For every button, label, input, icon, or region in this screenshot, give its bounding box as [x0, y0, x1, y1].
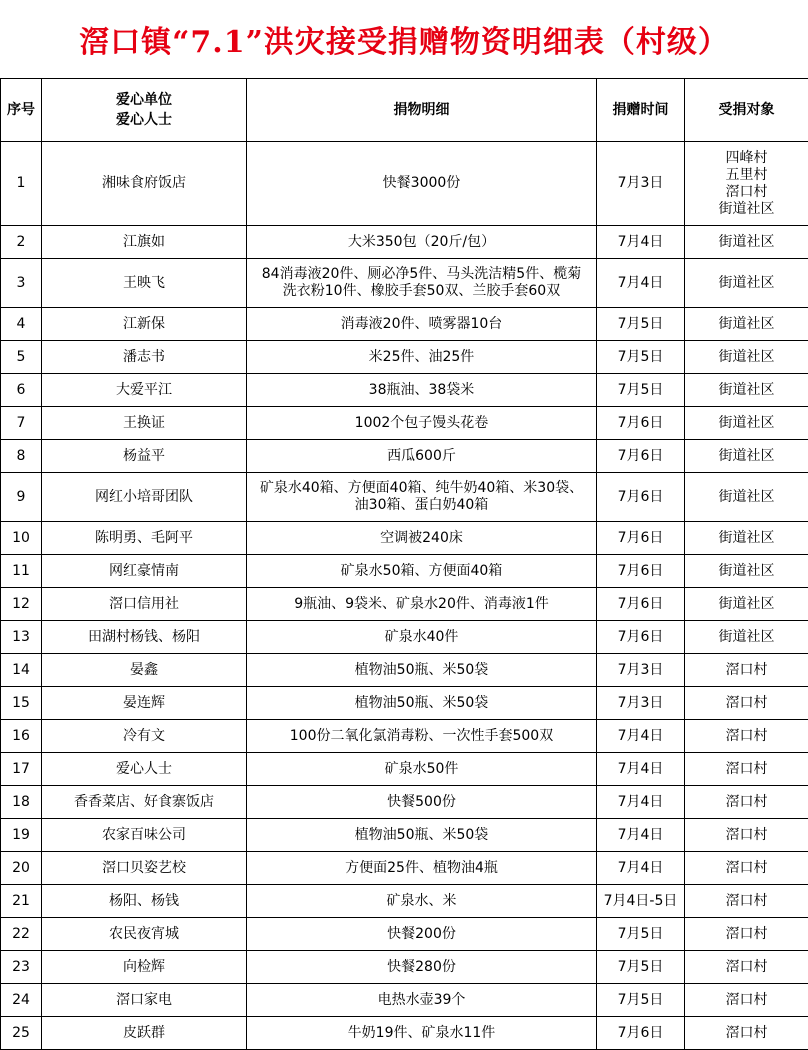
cell-donor: 皮跃群	[42, 1017, 247, 1050]
cell-time: 7月4日	[597, 753, 685, 786]
cell-donor: 杨益平	[42, 440, 247, 473]
cell-time: 7月4日	[597, 226, 685, 259]
header-donor: 爱心单位 爱心人士	[42, 79, 247, 142]
cell-recipient: 街道社区	[685, 308, 808, 341]
cell-time: 7月6日	[597, 621, 685, 654]
cell-index: 18	[1, 786, 42, 819]
cell-recipient: 街道社区	[685, 588, 808, 621]
title-bar	[0, 0, 808, 78]
cell-index: 5	[1, 341, 42, 374]
page-title: 滘口镇“7.1”洪灾接受捐赠物资明细表（村级）	[79, 17, 729, 61]
cell-details: 矿泉水、米	[247, 885, 597, 918]
cell-donor: 田湖村杨钱、杨阳	[42, 621, 247, 654]
cell-details: 1002个包子馒头花卷	[247, 407, 597, 440]
cell-recipient: 滘口村	[685, 819, 808, 852]
cell-index: 22	[1, 918, 42, 951]
cell-time: 7月4日	[597, 259, 685, 308]
cell-donor: 农民夜宵城	[42, 918, 247, 951]
cell-recipient: 滘口村	[685, 918, 808, 951]
cell-recipient: 四峰村 五里村 滘口村 街道社区	[685, 142, 808, 226]
cell-recipient: 滘口村	[685, 654, 808, 687]
cell-recipient: 街道社区	[685, 621, 808, 654]
cell-time: 7月4日	[597, 720, 685, 753]
cell-donor: 滘口贝姿艺校	[42, 852, 247, 885]
table-row	[1, 885, 808, 918]
cell-time: 7月4日-5日	[597, 885, 685, 918]
cell-recipient: 滘口村	[685, 786, 808, 819]
cell-index: 19	[1, 819, 42, 852]
table-row	[1, 259, 808, 308]
cell-index: 15	[1, 687, 42, 720]
table-body	[1, 142, 808, 1050]
cell-donor: 滘口信用社	[42, 588, 247, 621]
cell-recipient: 滘口村	[685, 1017, 808, 1050]
cell-index: 14	[1, 654, 42, 687]
cell-details: 大米350包（20斤/包）	[247, 226, 597, 259]
cell-details: 100份二氧化氯消毒粉、一次性手套500双	[247, 720, 597, 753]
cell-details: 矿泉水50件	[247, 753, 597, 786]
cell-details: 植物油50瓶、米50袋	[247, 654, 597, 687]
cell-recipient: 滘口村	[685, 687, 808, 720]
cell-time: 7月6日	[597, 1017, 685, 1050]
cell-index: 4	[1, 308, 42, 341]
cell-donor: 香香菜店、好食寨饭店	[42, 786, 247, 819]
cell-index: 8	[1, 440, 42, 473]
cell-time: 7月6日	[597, 555, 685, 588]
header-time: 捐赠时间	[597, 79, 685, 142]
table-row	[1, 786, 808, 819]
cell-donor: 杨阳、杨钱	[42, 885, 247, 918]
cell-time: 7月4日	[597, 786, 685, 819]
cell-donor: 王换证	[42, 407, 247, 440]
cell-index: 3	[1, 259, 42, 308]
table-row	[1, 440, 808, 473]
cell-time: 7月5日	[597, 984, 685, 1017]
cell-index: 23	[1, 951, 42, 984]
cell-recipient: 滘口村	[685, 951, 808, 984]
cell-time: 7月6日	[597, 522, 685, 555]
table-row	[1, 374, 808, 407]
cell-recipient: 街道社区	[685, 374, 808, 407]
cell-details: 矿泉水40件	[247, 621, 597, 654]
cell-donor: 晏连辉	[42, 687, 247, 720]
cell-donor: 滘口家电	[42, 984, 247, 1017]
cell-time: 7月3日	[597, 687, 685, 720]
table-row	[1, 687, 808, 720]
cell-donor: 大爱平江	[42, 374, 247, 407]
cell-donor: 陈明勇、毛阿平	[42, 522, 247, 555]
table-row	[1, 819, 808, 852]
table-row	[1, 473, 808, 522]
cell-index: 12	[1, 588, 42, 621]
cell-recipient: 街道社区	[685, 555, 808, 588]
cell-index: 10	[1, 522, 42, 555]
cell-index: 20	[1, 852, 42, 885]
table-row	[1, 588, 808, 621]
cell-time: 7月5日	[597, 341, 685, 374]
cell-details: 快餐500份	[247, 786, 597, 819]
cell-donor: 网红豪情南	[42, 555, 247, 588]
cell-details: 84消毒液20件、厕必净5件、马头洗洁精5件、榄菊 洗衣粉10件、橡胶手套50双、兰胶手套60双	[247, 259, 597, 308]
cell-details: 快餐3000份	[247, 142, 597, 226]
cell-recipient: 滘口村	[685, 885, 808, 918]
cell-donor: 农家百味公司	[42, 819, 247, 852]
cell-details: 植物油50瓶、米50袋	[247, 687, 597, 720]
cell-details: 矿泉水40箱、方便面40箱、纯牛奶40箱、米30袋、 油30箱、蛋白奶40箱	[247, 473, 597, 522]
table-row	[1, 753, 808, 786]
cell-donor: 王映飞	[42, 259, 247, 308]
table-row	[1, 1017, 808, 1050]
table-row	[1, 142, 808, 226]
cell-details: 9瓶油、9袋米、矿泉水20件、消毒液1件	[247, 588, 597, 621]
cell-recipient: 街道社区	[685, 522, 808, 555]
cell-time: 7月5日	[597, 918, 685, 951]
cell-details: 快餐280份	[247, 951, 597, 984]
cell-time: 7月3日	[597, 654, 685, 687]
table-row	[1, 654, 808, 687]
cell-index: 16	[1, 720, 42, 753]
cell-details: 矿泉水50箱、方便面40箱	[247, 555, 597, 588]
table-row	[1, 621, 808, 654]
table-row	[1, 407, 808, 440]
cell-index: 21	[1, 885, 42, 918]
table-row	[1, 555, 808, 588]
cell-details: 植物油50瓶、米50袋	[247, 819, 597, 852]
cell-recipient: 街道社区	[685, 473, 808, 522]
cell-details: 消毒液20件、喷雾器10台	[247, 308, 597, 341]
cell-index: 17	[1, 753, 42, 786]
cell-donor: 向检辉	[42, 951, 247, 984]
table-row	[1, 984, 808, 1017]
cell-time: 7月5日	[597, 308, 685, 341]
cell-donor: 网红小培哥团队	[42, 473, 247, 522]
cell-time: 7月4日	[597, 819, 685, 852]
table-row	[1, 226, 808, 259]
cell-recipient: 街道社区	[685, 259, 808, 308]
cell-index: 9	[1, 473, 42, 522]
cell-details: 电热水壶39个	[247, 984, 597, 1017]
cell-recipient: 滘口村	[685, 852, 808, 885]
cell-details: 方便面25件、植物油4瓶	[247, 852, 597, 885]
cell-details: 38瓶油、38袋米	[247, 374, 597, 407]
cell-donor: 爱心人士	[42, 753, 247, 786]
cell-donor: 晏鑫	[42, 654, 247, 687]
cell-recipient: 街道社区	[685, 407, 808, 440]
cell-time: 7月6日	[597, 440, 685, 473]
cell-recipient: 街道社区	[685, 440, 808, 473]
cell-donor: 潘志书	[42, 341, 247, 374]
header-details: 捐物明细	[247, 79, 597, 142]
cell-recipient: 滘口村	[685, 720, 808, 753]
cell-donor: 湘味食府饭店	[42, 142, 247, 226]
cell-recipient: 街道社区	[685, 226, 808, 259]
cell-time: 7月6日	[597, 407, 685, 440]
cell-recipient: 滘口村	[685, 984, 808, 1017]
cell-index: 1	[1, 142, 42, 226]
cell-index: 13	[1, 621, 42, 654]
cell-time: 7月3日	[597, 142, 685, 226]
table-row	[1, 852, 808, 885]
cell-donor: 冷有文	[42, 720, 247, 753]
header-recipient: 受捐对象	[685, 79, 808, 142]
table-row	[1, 951, 808, 984]
table-row	[1, 918, 808, 951]
cell-index: 25	[1, 1017, 42, 1050]
cell-time: 7月5日	[597, 951, 685, 984]
cell-index: 24	[1, 984, 42, 1017]
header-row	[1, 79, 808, 142]
cell-recipient: 滘口村	[685, 753, 808, 786]
cell-details: 空调被240床	[247, 522, 597, 555]
cell-index: 2	[1, 226, 42, 259]
table-row	[1, 720, 808, 753]
cell-index: 7	[1, 407, 42, 440]
cell-index: 11	[1, 555, 42, 588]
cell-time: 7月4日	[597, 852, 685, 885]
table-row	[1, 308, 808, 341]
cell-index: 6	[1, 374, 42, 407]
cell-time: 7月6日	[597, 588, 685, 621]
cell-time: 7月6日	[597, 473, 685, 522]
cell-recipient: 街道社区	[685, 341, 808, 374]
table-row	[1, 522, 808, 555]
cell-donor: 江新保	[42, 308, 247, 341]
cell-details: 快餐200份	[247, 918, 597, 951]
cell-details: 西瓜600斤	[247, 440, 597, 473]
cell-details: 牛奶19件、矿泉水11件	[247, 1017, 597, 1050]
cell-details: 米25件、油25件	[247, 341, 597, 374]
table-row	[1, 341, 808, 374]
cell-donor: 江旗如	[42, 226, 247, 259]
header-index: 序号	[1, 79, 42, 142]
donation-table	[0, 78, 808, 1050]
cell-time: 7月5日	[597, 374, 685, 407]
